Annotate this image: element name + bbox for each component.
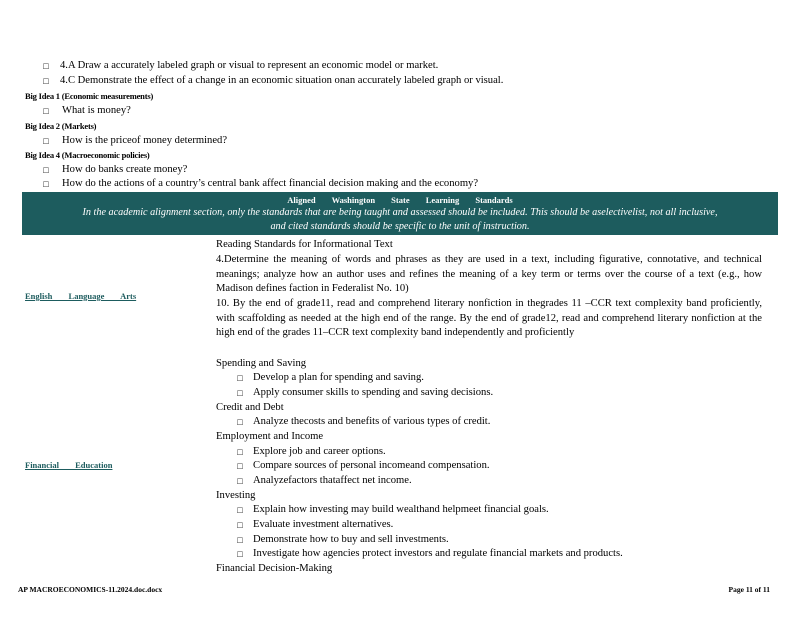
essential-question: How is the priceof money determined? [62,135,228,146]
bullet-icon [234,415,246,429]
ela-standard-4: 4.Determine the meaning of words and phrases as they are used in a text, including figurative, connotative, and technical meanings; analyze how an author uses and refines the meaning of a key term or terms over the course of a text (e.g., how Madison defines faction in Federalist No. 10) [216,254,762,295]
list-item: Evaluate investment alternatives. [253,519,394,530]
list-item: Develop a plan for spending and saving. [253,372,424,383]
list-item: Demonstrate how to buy and sell investments. [253,534,449,545]
bullet-icon [234,386,246,400]
section-title: Financial Decision-Making [216,563,333,574]
bullet-icon [234,474,246,488]
bullet-icon [234,533,246,547]
bullet-icon [234,547,246,561]
bullet-icon [234,445,246,459]
banner-note-line1: In the academic alignment section, only the standards that are being taught and assessed should be included. This should be aselectivelist, not all inclusive, [82,207,718,218]
bullet-icon [40,177,52,192]
big-idea-label: Big Idea 1 (Economic measurements) [25,91,154,101]
section-title: Investing [216,490,256,501]
footer-filename: AP MACROECONOMICS-11.2024.doc.docx [18,585,163,594]
footer-page-number: Page 11 of 11 [728,585,770,594]
list-item: Explain how investing may build wealthand helpmeet financial goals. [253,504,549,515]
essential-question: How do the actions of a country’s central bank affect financial decision making and the economy? [62,178,479,189]
banner-title: Aligned Washington State Learning Standards [287,195,513,205]
banner-note-line2: and cited standards should be specific to the unit of instruction. [270,221,530,232]
financial-education-label: Financial Education [25,460,113,470]
ela-label: English Language Arts [25,291,137,301]
list-item: Analyzefactors thataffect net income. [253,475,412,486]
bullet-icon [234,459,246,473]
ela-standard-10: 10. By the end of grade11, read and comprehend literary nonfiction in thegrades 11 –CCR text complexity band proficiently, with scaffolding as needed at the high end of the range. By the end of grade12, read and comprehend literary nonfiction at the high end of the grades 11–CCR text complexity band independently and proficiently [216,298,762,339]
ela-heading: Reading Standards for Informational Text [216,239,393,250]
list-item: Analyze thecosts and benefits of various types of credit. [253,416,491,427]
section-title: Employment and Income [216,431,324,442]
list-item: Apply consumer skills to spending and saving decisions. [253,387,494,398]
essential-question: What is money? [62,105,131,116]
bullet-icon [40,163,52,178]
big-idea-label: Big Idea 2 (Markets) [25,121,97,131]
essential-question: How do banks create money? [62,164,188,175]
standards-banner [22,192,778,235]
list-item: Explore job and career options. [253,446,386,457]
bullet-icon [234,503,246,517]
bullet-icon [40,59,52,74]
section-title: Credit and Debt [216,402,284,413]
bullet-icon [234,518,246,532]
bullet-icon [40,74,52,89]
section-title: Spending and Saving [216,358,307,369]
skill-item: 4.A Draw a accurately labeled graph or visual to represent an economic model or market. [60,60,439,71]
list-item: Investigate how agencies protect investors and regulate financial markets and products. [253,548,623,559]
bullet-icon [40,104,52,119]
bullet-icon [40,134,52,149]
bullet-icon [234,371,246,385]
skill-item: 4.C Demonstrate the effect of a change in an economic situation onan accurately labeled graph or visual. [60,75,504,86]
list-item: Compare sources of personal incomeand compensation. [253,460,490,471]
big-idea-label: Big Idea 4 (Macroeconomic policies) [25,150,150,160]
